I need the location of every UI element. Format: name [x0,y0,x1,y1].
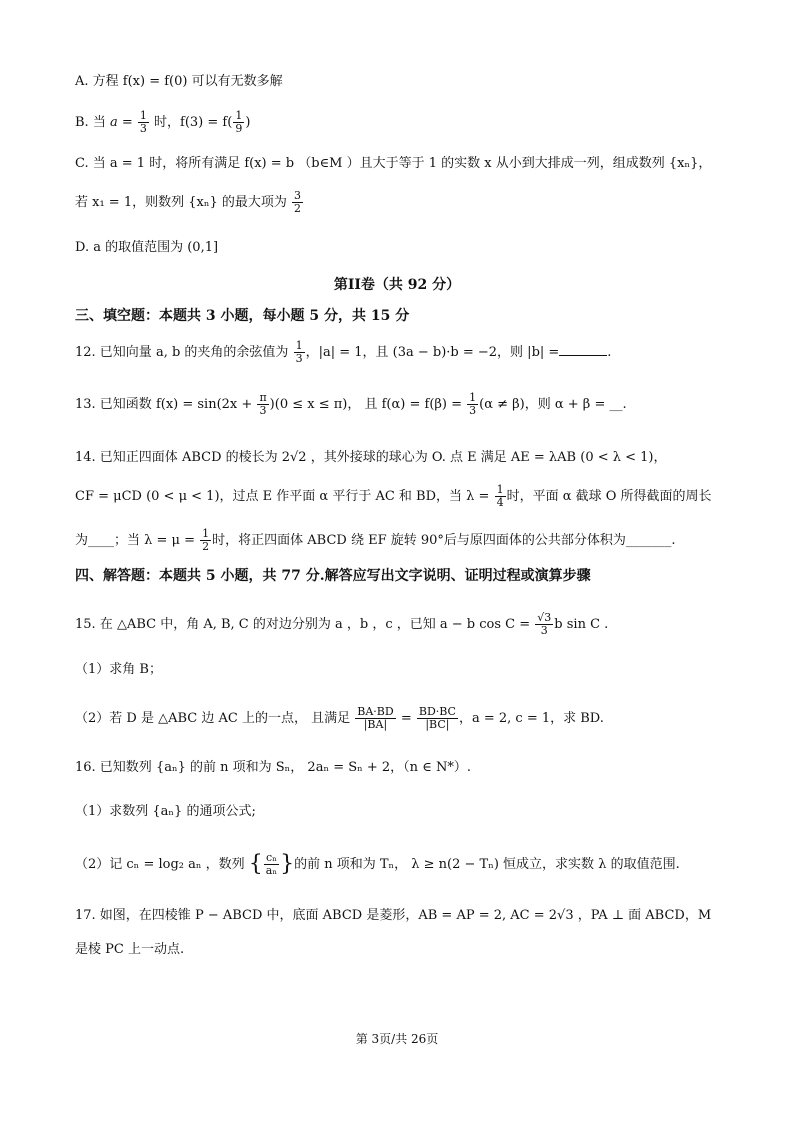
fraction-one-third-q13: $\frac{1}{3}$ [469,391,477,417]
fraction-one-third: $\frac{1}{3}$ [139,109,147,135]
fraction-sqrt3-third: $\frac{√3}{3}$ [537,611,552,637]
fraction-pi-third: $\frac{\pi}{3}$ [259,391,267,417]
option-c-line2: 若 x₁ = 1，则数列 {xₙ} 的最大项为 $\frac{3}{2}$ [75,189,302,215]
question-17-line1: 17. 如图，在四棱锥 P − ABCD 中，底面 ABCD 是菱形，AB = AP = 2, AC = 2√3 ，PA ⊥ 面 ABCD，M [75,908,712,923]
section-four-heading: 四、解答题：本题共 5 小题，共 77 分.解答应写出文字说明、证明过程或演算步骤 [75,568,591,584]
option-c-line1: C. 当 a = 1 时，将所有满足 f(x) = b （b∈M ）且大于等于 1 的实数 x 从小到大排成一列，组成数列 {xₙ}， [75,156,712,171]
question-13: 13. 已知函数 f(x) = sin(2x + $\frac{\pi}{3}$ )(0 ≤ x ≤ π)， 且 f(α) = f(β) = $\frac{1}{3}$ (α ≠ β)，则 α + β = __. [75,391,627,417]
question-14-line1: 14. 已知正四面体 ABCD 的棱长为 2√2 ，其外接球的球心为 O. 点 E 满足 AE = λAB (0 < λ < 1)， [75,450,667,465]
question-17-line2: 是棱 PC 上一动点. [75,942,185,957]
question-16-part1: （1）求数列 {aₙ} 的通项公式; [75,804,256,819]
page-footer: 第 3页/共 26页 [355,1032,439,1046]
fraction-bd-bc: $\frac{BD\cdot BC}{|BC|}$ [418,705,456,731]
part-two-title: 第II卷（共 92 分） [333,277,461,293]
fraction-ba-bd: $\frac{BA\cdot BD}{|BA|}$ [357,705,394,731]
fraction-one-half: $\frac{1}{2}$ [202,527,210,553]
question-15: 15. 在 △ABC 中，角 A, B, C 的对边分别为 a ，b ，c ，已知 a − b cos C = $\frac{√3}{3}$ b sin C . [75,611,609,637]
option-a: A. 方程 f(x) = f(0) 可以有无数多解 [75,74,283,89]
question-14-line2: CF = μCD (0 < μ < 1)，过点 E 作平面 α 平行于 AC 和 BD，当 λ = $\frac{1}{4}$ 时，平面 α 截球 O 所得截面的周长 [75,483,712,509]
question-16-part2: （2）记 cₙ = log₂ aₙ ，数列 { $\frac{\text{cₙ}}{\text{aₙ}}$ }的前 n 项和为 Tₙ， λ ≥ n(2 − Tₙ) 恒成立，求实数 λ 的取值范围. [75,851,680,877]
option-b: B. 当 a = $\frac{1}{3}$ 时，f(3) = f( $\frac{1}{9}$ ) [75,109,251,135]
fraction-cn-an: $\frac{\text{cₙ}}{\text{aₙ}}$ [265,851,278,877]
section-three-heading: 三、填空题：本题共 3 小题，每小题 5 分，共 15 分 [75,308,410,324]
option-d: D. a 的取值范围为 (0,1] [75,240,219,255]
fraction-one-ninth: $\frac{1}{9}$ [235,109,243,135]
question-16: 16. 已知数列 {aₙ} 的前 n 项和为 Sₙ， 2aₙ = Sₙ + 2，（n ∈ N*）. [75,760,471,775]
question-14-line3: 为____；当 λ = μ = $\frac{1}{2}$ 时，将正四面体 ABCD 绕 EF 旋转 90°后与原四面体的公共部分体积为_______. [75,527,676,553]
answer-blank[interactable] [559,343,607,356]
question-12: 12. 已知向量 a, b 的夹角的余弦值为 $\frac{1}{3}$ ，|a| = 1，且 (3a − b)·b = −2，则 |b| = . [75,339,612,365]
fraction-three-halves: $\frac{3}{2}$ [294,189,302,215]
question-15-part1: （1）求角 B； [75,662,162,677]
question-15-part2: （2）若 D 是 △ABC 边 AC 上的一点， 且满足 $\frac{BA\cdot BD}{|BA|}$ = $\frac{BD\cdot BC}{|BC|}$ ，a = 2, c = 1，求 BD. [75,705,604,731]
fraction-one-quarter: $\frac{1}{4}$ [496,483,504,509]
fraction-one-third-q12: $\frac{1}{3}$ [295,339,303,365]
